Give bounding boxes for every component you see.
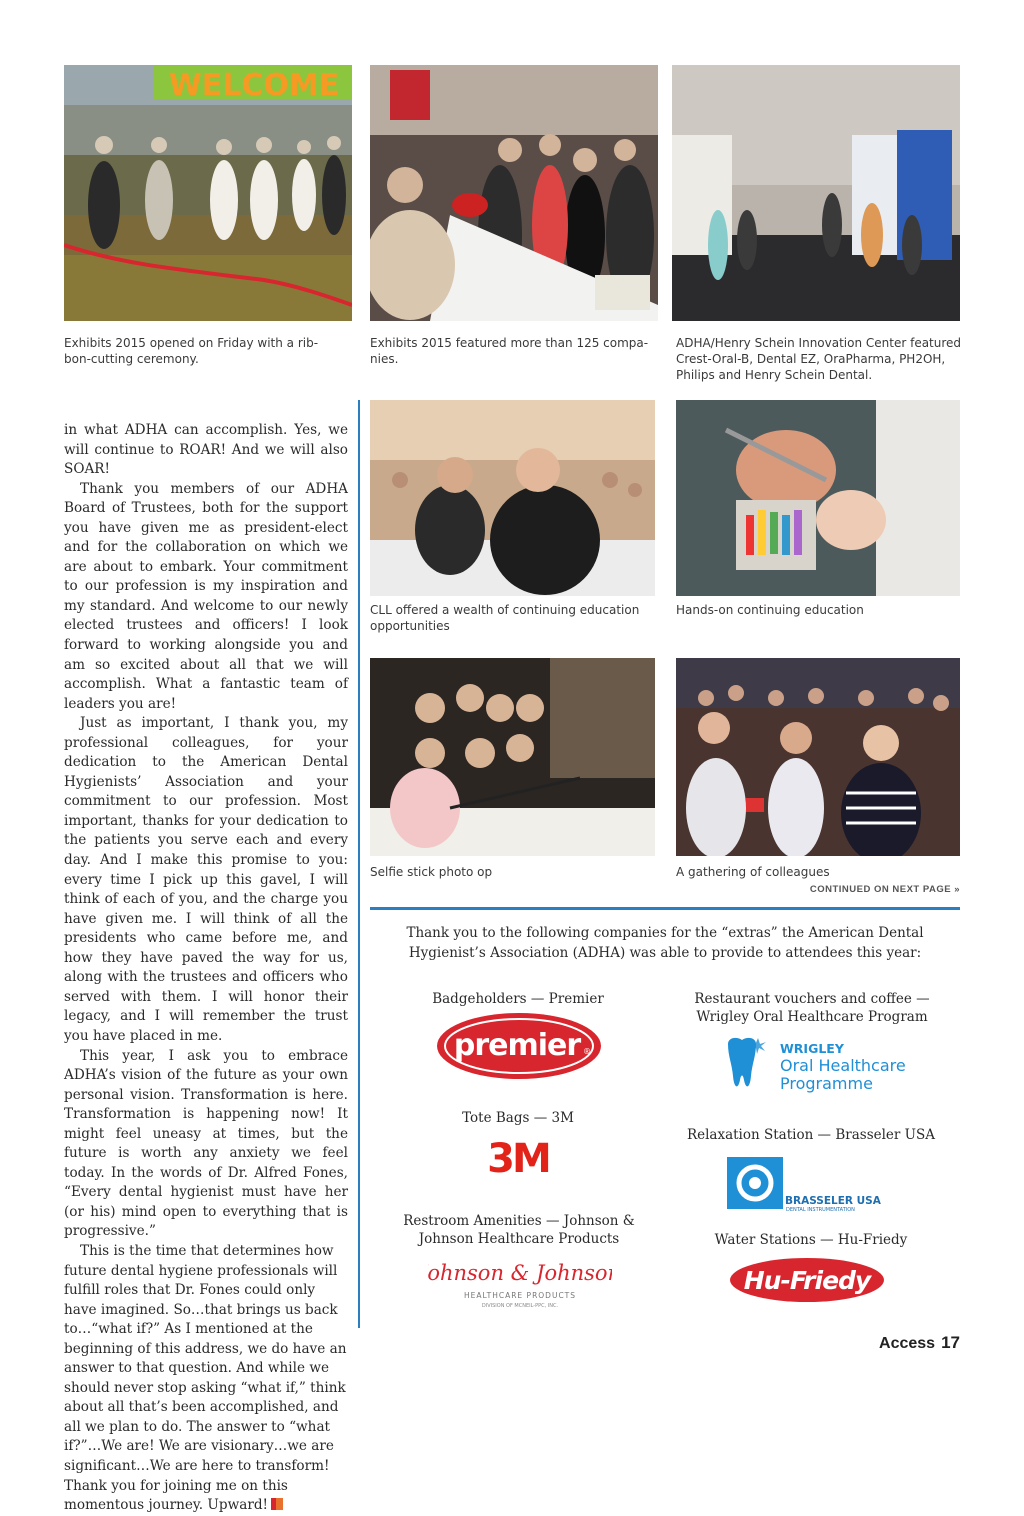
johnson-logo-line2: HEALTHCARE PRODUCTS: [463, 1291, 577, 1300]
sponsor-thanks-intro: Thank you to the following companies for the “extras” the American Dental Hygienist’s Association (ADHA) was able to provide to attendees this year:: [406, 925, 924, 961]
article-paragraph: Just as important, I thank you, my professional colleagues, for your dedication to the American Dental Hygienists’ Association and your commitment to our profession. Most important, thanks for your dedication to the patients you serve each and every day. And I make this promise to you: every time I pick up this gavel, I will think of each of you, and the charge you have given me. I will think of all the presidents who came before me, and how they have paved the way for us, along with the trustees and officers who served with them. I will honor their legacy, and I will remember the trust you have placed in me.: [64, 715, 348, 1044]
sponsor-label-johnson: Restroom Amenities — Johnson & Johnson Healthcare Products: [403, 1213, 635, 1247]
photo-gathering: [676, 658, 960, 856]
wrigley-logo-line1: WRIGLEY: [780, 1041, 844, 1056]
photo-hands-on: [676, 400, 960, 596]
wrigley-logo: [722, 1036, 912, 1096]
sponsor-label-wrigley: Restaurant vouchers and coffee — Wrigley Oral Healthcare Program: [694, 991, 930, 1025]
caption-hands-on: Hands-on continuing education: [676, 603, 864, 617]
caption-innovation-center: ADHA/Henry Schein Innovation Center featured Crest-Oral-B, Dental EZ, OraPharma, PH2OH, Philips and Henry Schein Dental.: [676, 336, 962, 382]
photo-innovation-center: [672, 65, 960, 321]
tooth-icon: [728, 1038, 756, 1086]
page-footer: [879, 1333, 960, 1353]
caption-ribbon-cutting: Exhibits 2015 opened on Friday with a rib- bon-cutting ceremony.: [64, 336, 319, 366]
caption-gathering: A gathering of colleagues: [676, 865, 830, 879]
3m-logo: [478, 1136, 558, 1176]
caption-selfie: Selfie stick photo op: [370, 865, 493, 879]
magazine-name: Access: [879, 1335, 936, 1352]
photo-selfie: [370, 658, 655, 856]
sponsor-label-hufriedy: Water Stations — Hu-Friedy: [714, 1232, 908, 1248]
section-divider: [370, 907, 960, 910]
photo-ribbon-cutting: [64, 65, 352, 321]
continued-link[interactable]: CONTINUED ON NEXT PAGE »: [809, 884, 960, 895]
johnson-logo-line1: Johnson & Johnson: [428, 1261, 612, 1285]
wrigley-logo-line3: Programme: [780, 1074, 873, 1093]
johnson-logo: [428, 1256, 612, 1312]
column-divider: [358, 400, 360, 1328]
article-paragraph: in what ADHA can accomplish. Yes, we will continue to ROAR! And we will also SOAR!: [64, 422, 348, 478]
brasseler-logo-line2: DENTAL INSTRUMENTATION: [786, 1207, 855, 1213]
caption-exhibits-crowd: Exhibits 2015 featured more than 125 compa- nies.: [370, 336, 649, 366]
end-of-article-icon: [271, 1498, 283, 1510]
brasseler-logo-line1: BRASSELER USA: [785, 1195, 881, 1207]
hufriedy-logo: [730, 1258, 886, 1304]
brasseler-logo: [727, 1157, 893, 1213]
3m-logo-text: 3M: [487, 1136, 549, 1176]
sponsor-label-3m: Tote Bags — 3M: [462, 1110, 574, 1126]
sponsor-label-premier: Badgeholders — Premier: [432, 991, 604, 1007]
premier-logo-mark: ®: [583, 1047, 591, 1056]
article-paragraph: This year, I ask you to embrace ADHA’s vision of the future as your own personal vision. Transformation is here. Transformation is happening now! It might feel uneasy at times, but the future is worth any anxiety we feel today. In the words of Dr. Alfred Fones, “Every dental hygienist must have her (or his) mind open to everything that is progressive.”: [64, 1047, 348, 1240]
premier-logo: [436, 1012, 602, 1080]
article-paragraph: Thank you members of our ADHA Board of Trustees, both for the support you have given me as president-elect and for the collaboration on which we are about to embark. Your commitment to our profession is my inspiration and my standard. And welcome to our newly elected trustees and officers! I look forward to working alongside you and am so excited about all that we will accomplish. What a fantastic team of leaders you are!: [64, 480, 348, 712]
hufriedy-logo-text: Hu-Friedy: [743, 1266, 871, 1295]
wrigley-logo-line2: Oral Healthcare: [780, 1056, 906, 1075]
sponsor-label-brasseler: Relaxation Station — Brasseler USA: [686, 1127, 936, 1143]
johnson-logo-line3: DIVISION OF MCNEIL-PPC, INC.: [481, 1303, 559, 1309]
photo-cll-session: [370, 400, 655, 596]
article-body: [64, 421, 348, 1516]
premier-logo-text: premier: [453, 1028, 581, 1063]
article-paragraph: This is the time that determines how future dental hygiene professionals will fulfill roles that Dr. Fones could only have imagined. So…that brings us back to…“what if?” As I mentioned at the beginning of this address, we do have an answer to that question. And while we should never stop asking “what if,” think about all that’s been accomplished, and all we plan to do. The answer to “what if?”…We are! We are visionary…we are significant…We are here to transform! Thank you for joining me on this momentous journey. Upward!: [64, 1242, 347, 1514]
photo-exhibits-crowd: [370, 65, 658, 321]
page-number: 17: [941, 1333, 960, 1352]
welcome-sign-text: WELCOME: [168, 68, 340, 103]
caption-cll-session: CLL offered a wealth of continuing education opportunities: [370, 603, 640, 633]
